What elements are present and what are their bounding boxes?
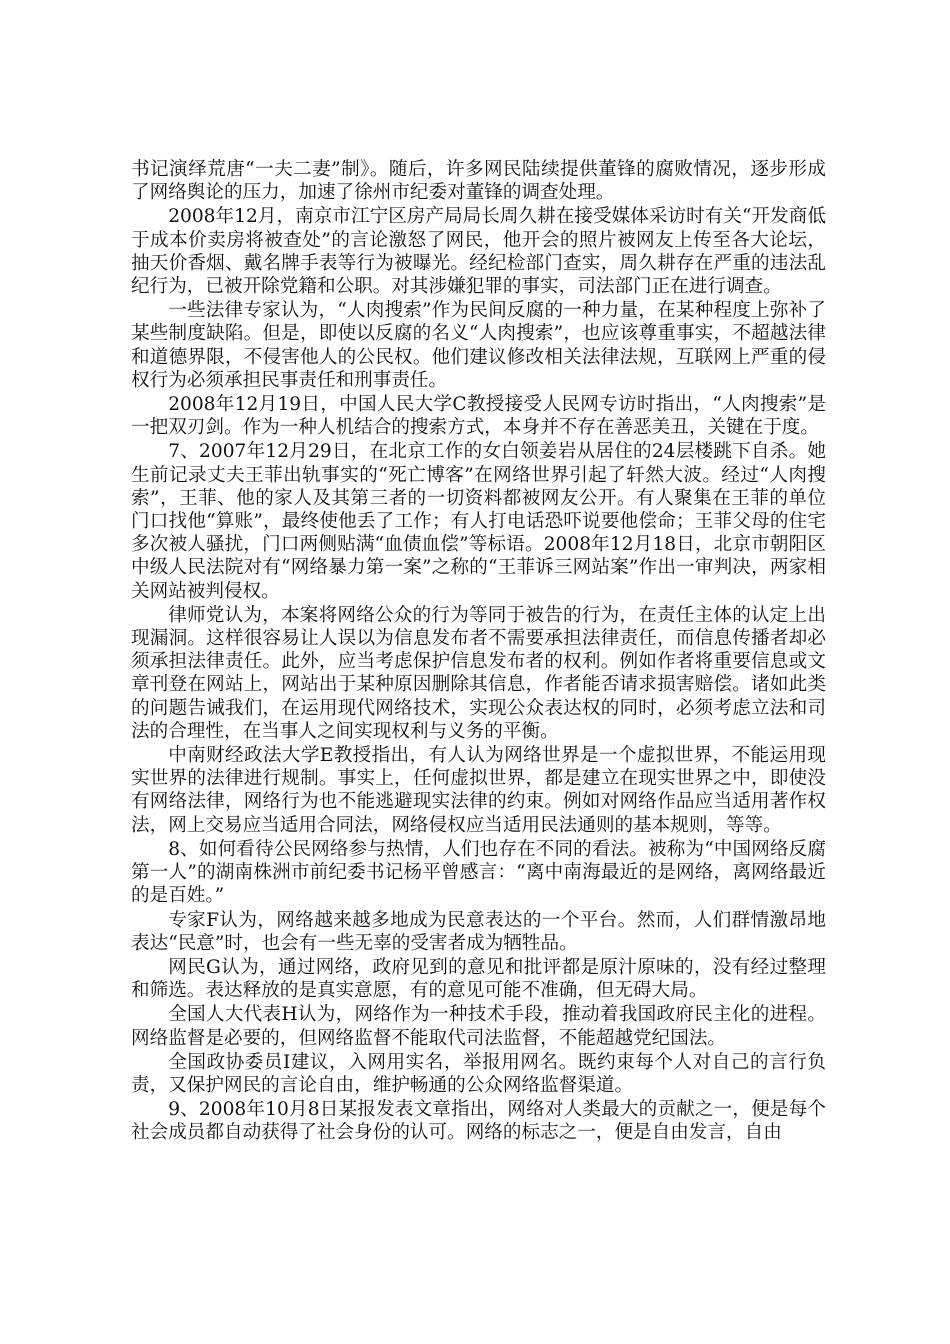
paragraph-legal-experts: 一些法律专家认为，“人肉搜索”作为民间反腐的一种力量，在某种程度上弥补了某些制度缺陷。但是，即使以反腐的名义“人肉搜索”，也应该尊重事实，不超越法律和道德界限，不侵害他人的公民权。他们建议修改相关法律法规，互联网上严重的侵权行为必须承担民事责任和刑事责任。: [131, 300, 826, 391]
paragraph-continuation: 书记演绎荒唐“一夫二妻”制》。随后，许多网民陆续提供董锋的腐败情况，逐步形成了网络舆论的压力，加速了徐州市纪委对董锋的调查处理。: [131, 159, 826, 204]
paragraph-lawyer-dang: 律师党认为，本案将网络公众的行为等同于被告的行为，在责任主体的认定上出现漏洞。这样很容易让人误以为信息发布者不需要承担法律责任，而信息传播者却必须承担法律责任。此外，应当考虑保护信息发布者的权利。例如作者将重要信息或文章刊登在网站上，网站出于某种原因删除其信息，作者能否请求损害赔偿。诸如此类的问题告诫我们，在运用现代网络技术，实现公众表达权的同时，必须考虑立法和司法的合理性，在当事人之间实现权利与义务的平衡。: [131, 604, 826, 742]
paragraph-item-9: 9、2008年10月8日某报发表文章指出，网络对人类最大的贡献之一，便是每个社会成员都自动获得了社会身份的认可。网络的标志之一，便是自由发言，自由: [131, 1099, 827, 1144]
paragraph-expert-f: 专家F认为，网络越来越多地成为民意表达的一个平台。然而，人们群情激昂地表达“民意”时，也会有一些无辜的受害者成为牺牲品。: [131, 909, 826, 954]
paragraph-professor-e: 中南财经政法大学E教授指出，有人认为网络世界是一个虚拟世界，不能运用现实世界的法律进行规制。事实上，任何虚拟世界，都是建立在现实世界之中，即使没有网络法律，网络行为也不能逃避现实法律的约束。例如对网络作品应当适用著作权法，网上交易应当适用合同法，网络侵权应当适用民法通则的基本规则，等等。: [131, 745, 826, 836]
document-page: [131, 158, 826, 1146]
paragraph-item-8: 8、如何看待公民网络参与热情，人们也存在不同的看法。被称为“中国网络反腐第一人”的湖南株洲市前纪委书记杨平曾感言：“离中南海最近的是网络，离网络最近的是百姓。”: [131, 838, 826, 907]
paragraph-professor-c: 2008年12月19日，中国人民大学C教授接受人民网专访时指出，“人肉搜索”是一把双刃剑。作为一种人机结合的搜索方式，本身并不存在善恶美丑，关键在于度。: [131, 394, 826, 439]
paragraph-zhou-jiugeng: 2008年12月，南京市江宁区房产局局长周久耕在接受媒体采访时有关“开发商低于成本价卖房将被查处”的言论激怒了网民，他开会的照片被网友上传至各大论坛，抽天价香烟、戴名牌手表等行为被曝光。经纪检部门查实，周久耕存在严重的违法乱纪行为，已被开除党籍和公职。对其涉嫌犯罪的事实，司法部门正在进行调查。: [131, 206, 826, 298]
paragraph-member-i: 全国政协委员I建议，入网用实名，举报用网名。既约束每个人对自己的言行负责，又保护网民的言论自由，维护畅通的公众网络监督渠道。: [131, 1051, 826, 1096]
paragraph-netizen-g: 网民G认为，通过网络，政府见到的意见和批评都是原汁原味的，没有经过整理和筛选。表达释放的是真实意愿，有的意见可能不准确，但无碍大局。: [131, 956, 826, 1002]
paragraph-deputy-h: 全国人大代表H认为，网络作为一种技术手段，推动着我国政府民主化的进程。网络监督是必要的，但网络监督不能取代司法监督，不能超越党纪国法。: [131, 1004, 826, 1049]
paragraph-item-7: 7、2007年12月29日，在北京工作的女白领姜岩从居住的24层楼跳下自杀。她生前记录丈夫王菲出轨事实的“死亡博客”在网络世界引起了轩然大波。经过“人肉搜索”，王菲、他的家人及其第三者的一切资料都被网友公开。有人聚集在王菲的单位门口找他“算账”，最终使他丢了工作；有人打电话恐吓说要他偿命；王菲父母的住宅多次被人骚扰，门口两侧贴满“血债血偿”等标语。2008年12月18日，北京市朝阳区中级人民法院对有“网络暴力第一案”之称的“王菲诉三网站案”作出一审判决，两家相关网站被判侵权。: [131, 441, 826, 602]
